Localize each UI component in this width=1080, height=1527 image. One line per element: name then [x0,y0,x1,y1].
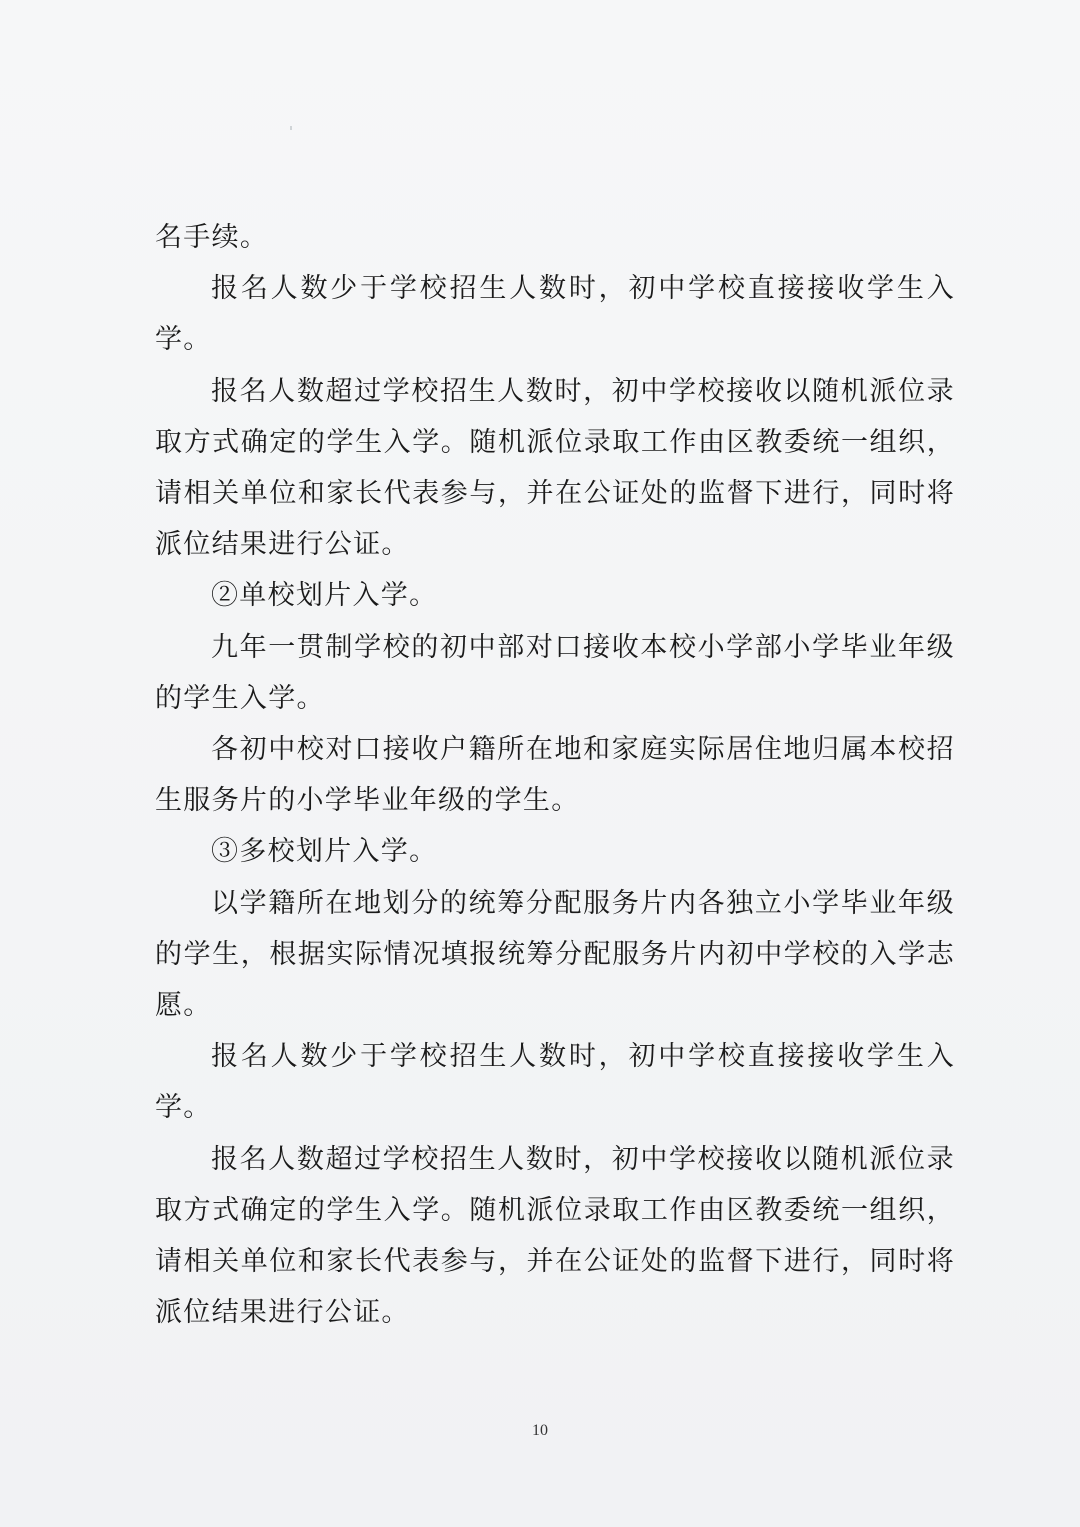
paragraph: 报名人数超过学校招生人数时，初中学校接收以随机派位录取方式确定的学生入学。随机派位录取工作由区教委统一组织，请相关单位和家长代表参与，并在公证处的监督下进行，同时将派位结果进行公证。 [155,375,955,561]
document-body [155,212,955,1338]
paragraph: 报名人数少于学校招生人数时，初中学校直接接收学生入学。 [155,1041,955,1124]
paragraph: 以学籍所在地划分的统筹分配服务片内各独立小学毕业年级的学生，根据实际情况填报统筹分配服务片内初中学校的入学志愿。 [155,887,955,1022]
paragraph: 报名人数少于学校招生人数时，初中学校直接接收学生入学。 [155,273,955,356]
scan-speck [290,126,292,130]
paragraph: ②单校划片入学。 [211,580,438,612]
paragraph: 各初中校对口接收户籍所在地和家庭实际居住地归属本校招生服务片的小学毕业年级的学生。 [155,734,955,817]
page-number: 10 [532,1422,548,1439]
paragraph: 报名人数超过学校招生人数时，初中学校接收以随机派位录取方式确定的学生入学。随机派位录取工作由区教委统一组织，请相关单位和家长代表参与，并在公证处的监督下进行，同时将派位结果进行公证。 [155,1143,955,1329]
paragraph: ③多校划片入学。 [211,836,438,868]
paragraph: 名手续。 [155,222,269,253]
paragraph: 九年一贯制学校的初中部对口接收本校小学部小学毕业年级的学生入学。 [155,631,955,714]
